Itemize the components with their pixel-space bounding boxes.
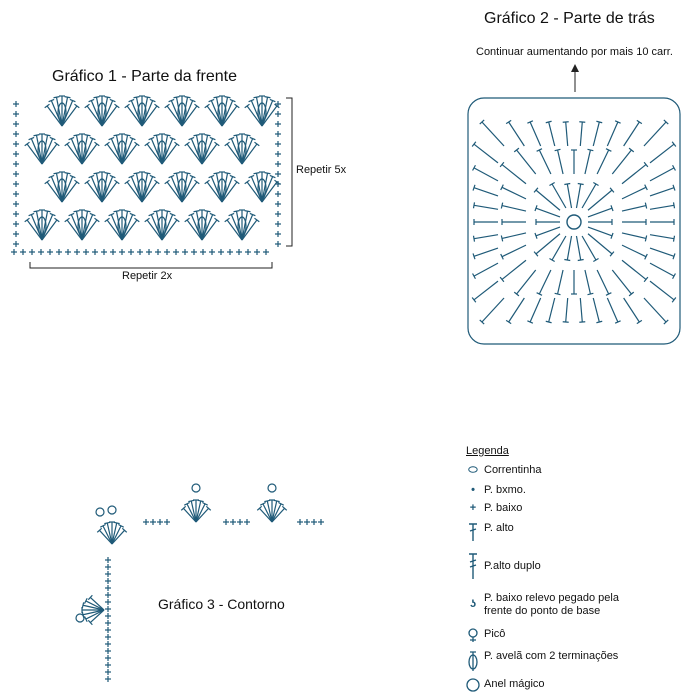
plus-icon: + [466, 502, 480, 514]
legend-item-slip-stitch: • P. bxmo. [466, 484, 526, 496]
legend-item-single-crochet: + P. baixo [466, 502, 522, 514]
relief-icon: ʖ [466, 598, 480, 610]
legend-item-picot: Picô [466, 628, 505, 645]
legend-heading: Legenda [466, 445, 509, 457]
legend-item-bobble: P. avelã com 2 terminações [466, 650, 618, 675]
chart3-title: Gráfico 3 - Contorno [158, 596, 285, 612]
legend-item-magic-ring: Anel mágico [466, 678, 545, 695]
double-t-icon [466, 552, 480, 583]
repeat-rows-label: Repetir 5x [296, 164, 346, 176]
chain-icon: ⬭ [466, 464, 480, 477]
bobble-icon [466, 650, 480, 675]
legend-item-double-crochet: P. alto [466, 522, 514, 545]
tall-t-icon [466, 522, 480, 545]
repeat-cols-label: Repetir 2x [122, 270, 172, 282]
legend-item-chain: ⬭ Correntinha [466, 464, 541, 477]
ring-icon [466, 678, 480, 695]
picot-icon [466, 628, 480, 645]
chart1-title: Gráfico 1 - Parte da frente [52, 68, 237, 86]
dot-icon: • [466, 484, 480, 496]
chart2-title: Gráfico 2 - Parte de trás [484, 10, 655, 28]
chart2-note: Continuar aumentando por mais 10 carr. [476, 46, 673, 58]
legend-item-front-post: ʖ P. baixo relevo pegado pela frente do ponto de base [466, 592, 619, 618]
legend-item-treble-crochet: P.alto duplo [466, 552, 541, 583]
